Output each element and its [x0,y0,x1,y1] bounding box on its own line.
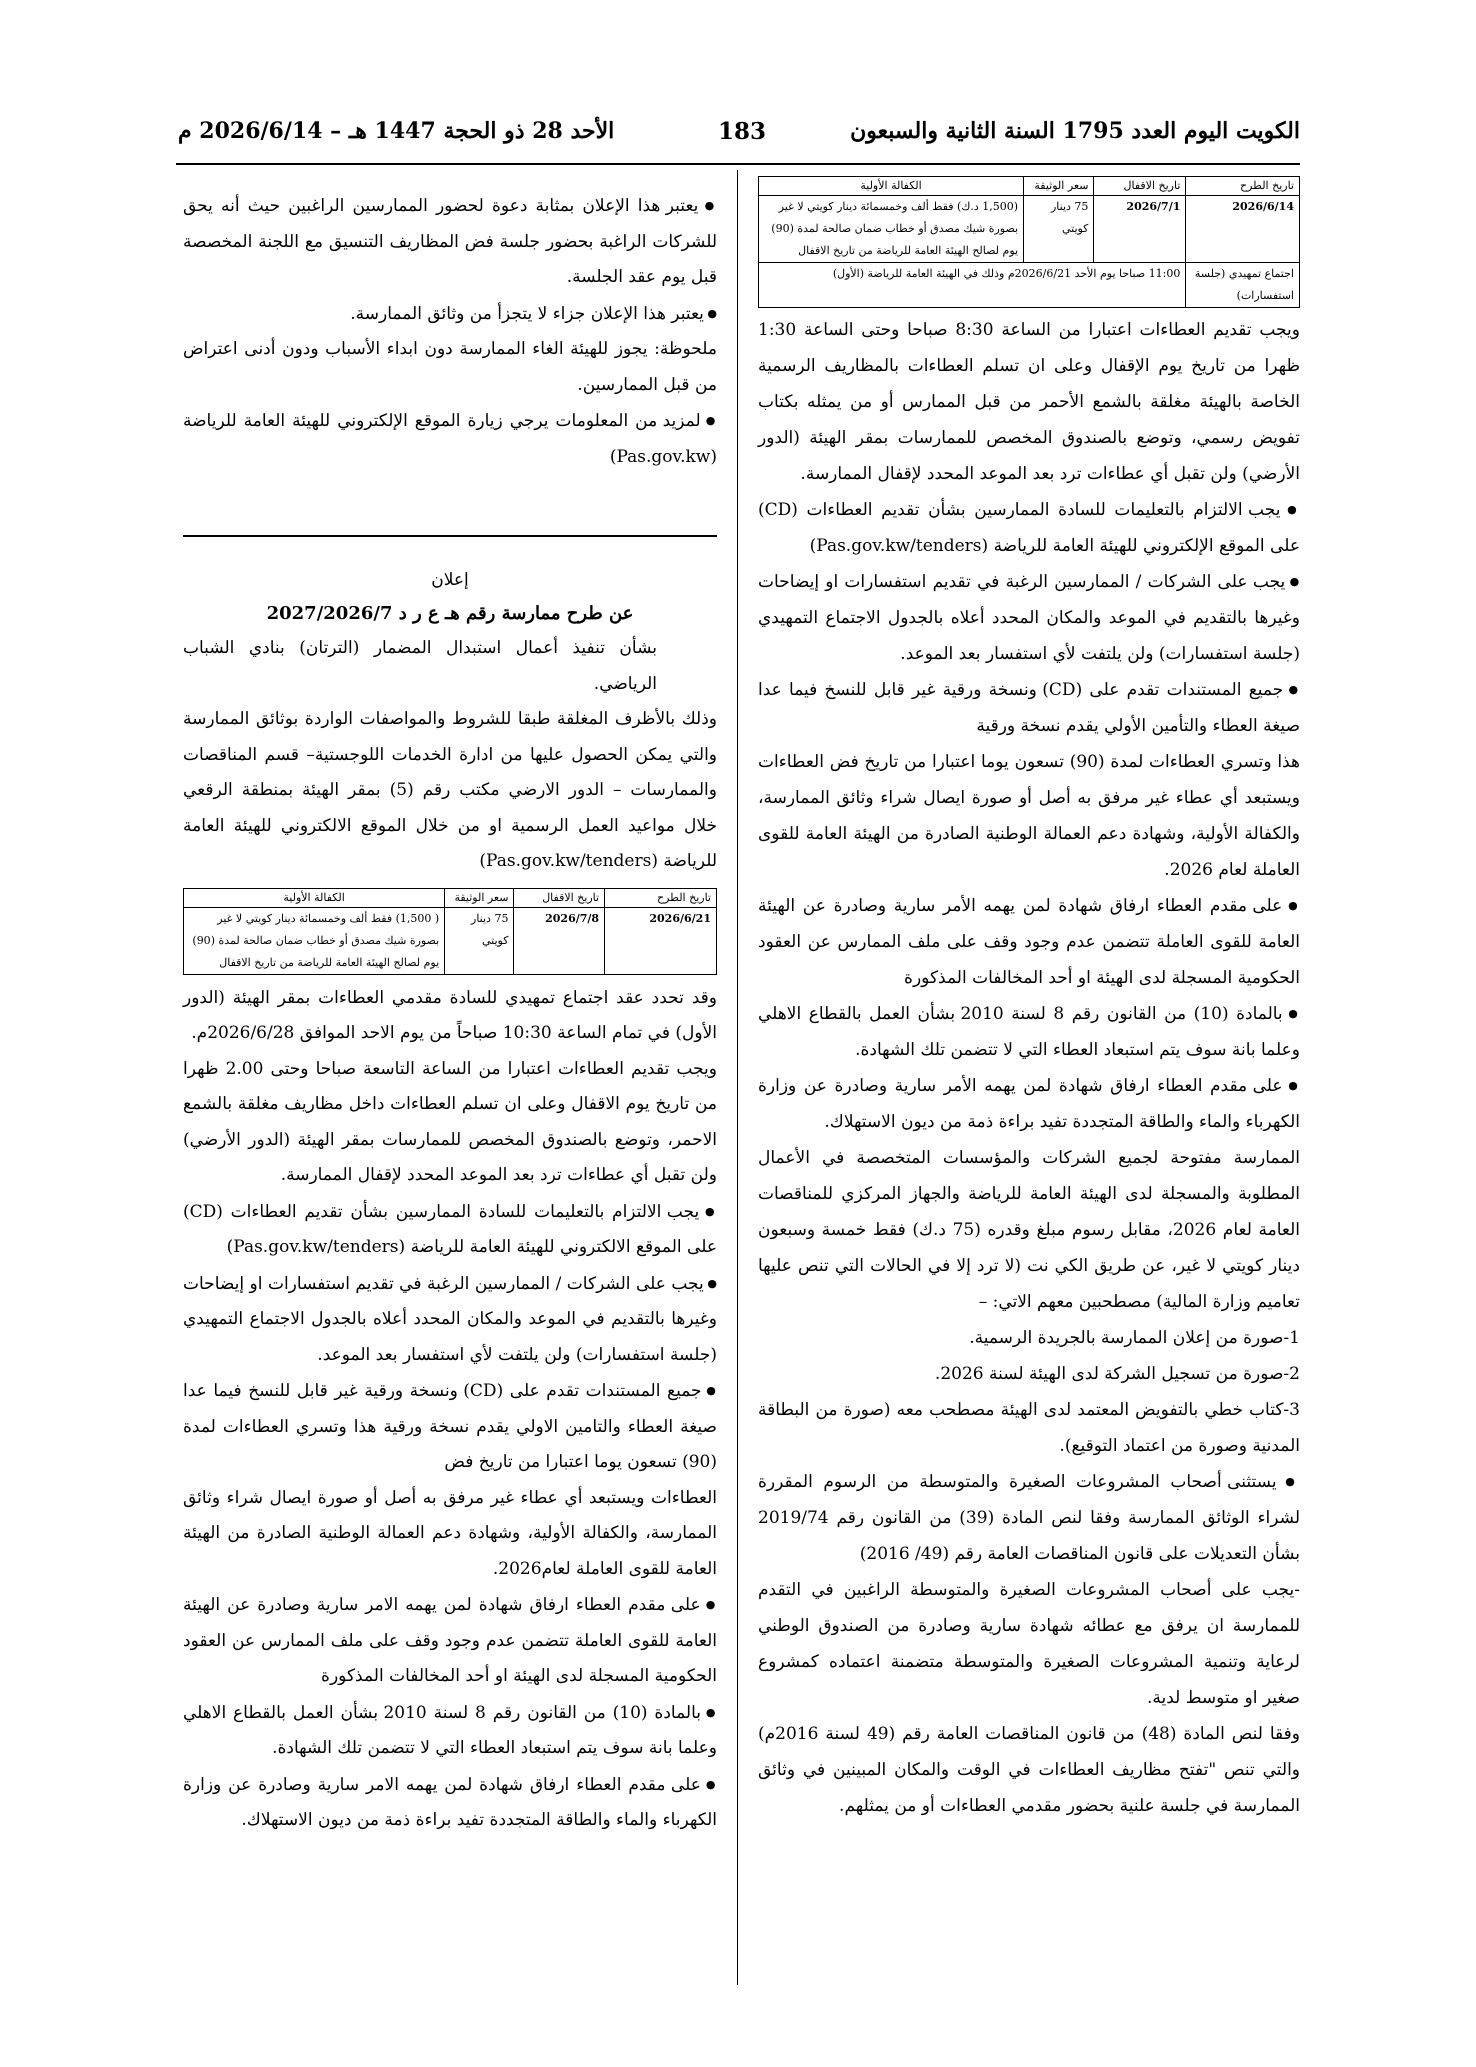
bullet-item: ● بالمادة (10) من القانون رقم 8 لسنة 2010 بشأن العمل بالقطاع الاهلي وعلما بانة سوف يتم استبعاد العطاء التي لا تتضمن تلك الشهادة. [758,996,1300,1068]
table-header-row [759,177,1300,196]
list-item: 3-كتاب خطي بالتفويض المعتمد لدى الهيئة مصطحب معه (صورة من البطاقة المدنية وصورة من اعتماد التوقيع). [758,1400,1300,1456]
meeting-label-cell: اجتماع تمهيدي (جلسة استفسارات) [1186,263,1300,308]
announcement-title: إعلان [431,570,469,590]
list-item: 1-صورة من إعلان الممارسة بالجريدة الرسمية. [969,1328,1300,1348]
tender-table [758,176,1300,308]
table-header: تاريخ الطرح [1186,177,1300,196]
issue-date-cell: 2026/6/21 [605,907,717,974]
meeting-value-cell: 11:00 صباحا يوم الأحد 2026/6/21م وذلك في الهيئة العامة للرياضة (الأول) [759,263,1186,308]
page-number: 183 [718,118,767,145]
table-header: سعر الوثيقة [445,888,514,907]
bullet-item: ● يستثنى أصحاب المشروعات الصغيرة والمتوسطة من الرسوم المقررة لشراء الوثائق الممارسة وفقا لنص المادة (39) من القانون رقم 2019/74 بشأن التعديلات على قانون المناقصات العامة رقم (49/ 2016) [758,1464,1300,1572]
bullet-item: ● يجب الالتزام بالتعليمات للسادة الممارسين بشأن تقديم العطاءات (CD) على الموقع الالكتروني للهيئة العامة للرياضة (Pas.gov.kw/tenders) [183,1194,717,1266]
paragraph: ويجب تقديم العطاءات اعتبارا من الساعة التاسعة صباحا وحتى 2.00 ظهرا من تاريخ يوم الاقفال وعلى ان تسلم العطاءات داخل مظاريف مغلقة بالشمع الاحمر، وتوضع بالصندوق المخصص للممارسات بمقر الهيئة (الدور الأرضي) ولن تقبل أي عطاءات ترد بعد الموعد المحدد لإقفال الممارسة. [183,1058,718,1185]
table-header: تاريخ الاقفال [1094,177,1186,196]
table-row [759,263,1300,308]
bullet-item: ● يعتبر هذا الإعلان جزاء لا يتجزأ من وثائق الممارسة. [183,296,717,333]
paragraph: ويجب تقديم العطاءات اعتبارا من الساعة 8:30 صباحا وحتى الساعة 1:30 ظهرا من تاريخ يوم الإقفال وعلى ان تسلم العطاءات بالمظاريف الرسمية الخاصة بالهيئة مغلقة بالشمع الأحمر من قبل الممارس أو من يمثله بكتاب تفويض رسمي، وتوضع بالصندوق المخصص للممارسات بمقر الهيئة (الدور الأرضي) ولن تقبل أي عطاءات ترد بعد الموعد المحدد لإقفال الممارسة. [758,320,1300,484]
doc-price-cell: 75 دينار كويتي [445,907,514,974]
closing-date-cell: 2026/7/8 [514,907,605,974]
list-item: 2-صورة من تسجيل الشركة لدى الهيئة لسنة 2026. [934,1364,1300,1384]
note-paragraph: ملحوظة: يجوز للهيئة الغاء الممارسة دون ابداء الأسباب ودون أدنى اعتراض من قبل الممارسين. [183,339,717,395]
announcement-body: وذلك بالأظرف المغلقة طبقا للشروط والمواصفات الواردة بوثائق الممارسة والتي يمكن الحصول عليها من ادارة الخدمات اللوجستية– قسم المناقصات والممارسات – الدور الارضي مكتب رقم (5) بمقر الهيئة بمنطقة الرقعي خلال مواعيد العمل الرسمية او من خلال الموقع الالكتروني للهيئة العامة للرياضة (Pas.gov.kw/tenders) [183,709,717,871]
table-header-row [184,888,717,907]
bullet-item: ● على مقدم العطاء ارفاق شهادة لمن يهمه الامر سارية وصادرة عن الهيئة العامة للقوى العاملة تتضمن عدم وجود وقف على ملف الممارس عن العقود الحكومية المسجلة لدى الهيئة او أحد المخالفات المذكورة [183,1587,717,1695]
paragraph: الممارسة مفتوحة لجميع الشركات والمؤسسات المتخصصة في الأعمال المطلوبة والمسجلة لدى الهيئة العامة للرياضة والجهاز المركزي للمناقصات العامة لعام 2026، مقابل رسوم مبلغ وقدره (75 د.ك) فقط خمسة وسبعون دينار كويتي لا غير، عن طريق الكي نت (لا ترد إلا في الحالات التي تنص عليها تعاميم وزارة المالية) مصطحبين معهم الاتي: – [758,1148,1300,1312]
bullet-item: ● يعتبر هذا الإعلان بمثابة دعوة لحضور الممارسين الراغبين حيث أنه يحق للشركات الراغبة بحضور جلسة فض المظاريف التنسيق مع اللجنة المخصصة قبل يوم عقد الجلسة. [183,188,717,296]
paragraph: وقد تحدد عقد اجتماع تمهيدي للسادة مقدمي العطاءات بمقر الهيئة (الدور الأول) في تمام الساعة 10:30 صباحاً من يوم الاحد الموافق 2026/6/28م. [183,987,717,1043]
bullet-item: ● بالمادة (10) من القانون رقم 8 لسنة 2010 بشأن العمل بالقطاع الاهلي وعلما بانة سوف يتم استبعاد العطاء التي لا تتضمن تلك الشهادة. [183,1695,717,1767]
section-divider [183,535,717,537]
issue-date: الأحد 28 ذو الحجة 1447 هـ – 2026/6/14 م [178,118,615,144]
table-row [184,907,717,974]
tender-table [183,888,717,975]
bullet-item: ● جميع المستندات تقدم على (CD) ونسخة ورقية غير قابل للنسخ فيما عدا صيغة العطاء والتامين الاولي يقدم نسخة ورقية هذا وتسري العطاءات لمدة (90) تسعون يوما اعتبارا من تاريخ فض [183,1373,717,1481]
header-rule [176,163,1300,165]
bullet-item: ● على مقدم العطاء ارفاق شهادة لمن يهمه الامر سارية وصادرة عن وزارة الكهرباء والماء والطاقة المتجددة تفيد براءة ذمة من ديون الاستهلاك. [183,1767,717,1839]
table-header: الكفالة الأولية [184,888,445,907]
bullet-item: ● يجب على الشركات / الممارسين الرغبة في تقديم استفسارات او إيضاحات وغيرها بالتقديم في الموعد والمكان المحدد أعلاه بالجدول الاجتماع التمهيدي (جلسة استفسارات) ولن يلتفت لأي استفسار بعد الموعد. [183,1266,717,1374]
paragraph: -يجب على أصحاب المشروعات الصغيرة والمتوسطة الراغبين في التقدم للممارسة ان يرفق مع عطائه شهادة سارية وصادرة من الصندوق الوطني لرعاية وتنمية المشروعات الصغيرة والمتوسطة متضمنة اعتماده كمشروع صغير او متوسط لدية. [758,1580,1300,1708]
column-separator [737,170,738,1985]
announcement-subtitle: عن طرح ممارسة رقم هـ ع ر د 2027/2026/7 [266,603,634,624]
left-column [183,188,717,1839]
table-header: سعر الوثيقة [1024,177,1094,196]
bullet-item: ● يجب على الشركات / الممارسين الرغبة في تقديم استفسارات او إيضاحات وغيرها بالتقديم في الموعد والمكان المحدد أعلاه بالجدول الاجتماع التمهيدي (جلسة استفسارات) ولن يلتفت لأي استفسار بعد الموعد. [758,564,1300,672]
table-row [759,196,1300,263]
closing-date-cell: 2026/7/1 [1094,196,1186,263]
page-header [178,118,1300,158]
table-header: الكفالة الأولية [759,177,1024,196]
issue-date-cell: 2026/6/14 [1186,196,1300,263]
paragraph: وفقا لنص المادة (48) من قانون المناقصات العامة رقم (49 لسنة 2016م) والتي تنص "تفتح مظاريف العطاءات في الوقت والمكان المبينين في وثائق الممارسة في جلسة علنية بحضور مقدمي العطاءات أو من يمثلهم. [758,1724,1300,1816]
right-column [758,176,1300,1824]
announcement-intro: بشأن تنفيذ أعمال استبدال المضمار (الترتان) بنادي الشباب الرياضي. [183,638,657,694]
bullet-item: ● على مقدم العطاء ارفاق شهادة لمن يهمه الأمر سارية وصادرة عن الهيئة العامة للقوى العاملة تتضمن عدم وجود وقف على ملف الممارس عن العقود الحكومية المسجلة لدى الهيئة او أحد المخالفات المذكورة [758,888,1300,996]
table-header: تاريخ الاقفال [514,888,605,907]
doc-price-cell: 75 دينار كويتي [1024,196,1094,263]
guarantee-cell: (1,500 د.ك) فقط ألف وخمسمائة دينار كويتي لا غير بصورة شيك مصدق أو خطاب ضمان صالحة لمدة (90) يوم لصالح الهيئة العامة للرياضة من تاريخ الاقفال [759,196,1024,263]
bullet-item: ● جميع المستندات تقدم على (CD) ونسخة ورقية غير قابل للنسخ فيما عدا صيغة العطاء والتأمين الأولي يقدم نسخة ورقية [758,672,1300,744]
bullet-item: ● على مقدم العطاء ارفاق شهادة لمن يهمه الأمر سارية وصادرة عن وزارة الكهرباء والماء والطاقة المتجددة تفيد براءة ذمة من ديون الاستهلاك. [758,1068,1300,1140]
bullet-item: ● لمزيد من المعلومات يرجي زيارة الموقع الإلكتروني للهيئة العامة للرياضة (Pas.gov.kw) [183,403,717,475]
guarantee-cell: ( 1,500) فقط ألف وخمسمائة دينار كويتي لا غير بصورة شيك مصدق أو خطاب ضمان صالحة لمدة (90) يوم لصالح الهيئة العامة للرياضة من تاريخ الاقفال [184,907,445,974]
paragraph: العطاءات ويستبعد أي عطاء غير مرفق به أصل أو صورة ايصال شراء وثائق الممارسة، والكفالة الأولية، وشهادة دعم العمالة الوطنية الصادرة من الهيئة العامة للقوى العاملة لعام2026. [183,1487,717,1579]
gazette-issue: الكويت اليوم العدد 1795 السنة الثانية والسبعون [850,118,1300,144]
bullet-item: ● يجب الالتزام بالتعليمات للسادة الممارسين بشأن تقديم العطاءات (CD) على الموقع الإلكتروني للهيئة العامة للرياضة (Pas.gov.kw/tenders) [758,492,1300,564]
paragraph: هذا وتسري العطاءات لمدة (90) تسعون يوما اعتبارا من تاريخ فض العطاءات ويستبعد أي عطاء غير مرفق به أصل أو صورة ايصال شراء وثائق الممارسة، والكفالة الأولية، وشهادة دعم العمالة الوطنية الصادرة من الهيئة العامة للقوى العاملة لعام 2026. [758,752,1300,880]
table-header: تاريخ الطرح [605,888,717,907]
